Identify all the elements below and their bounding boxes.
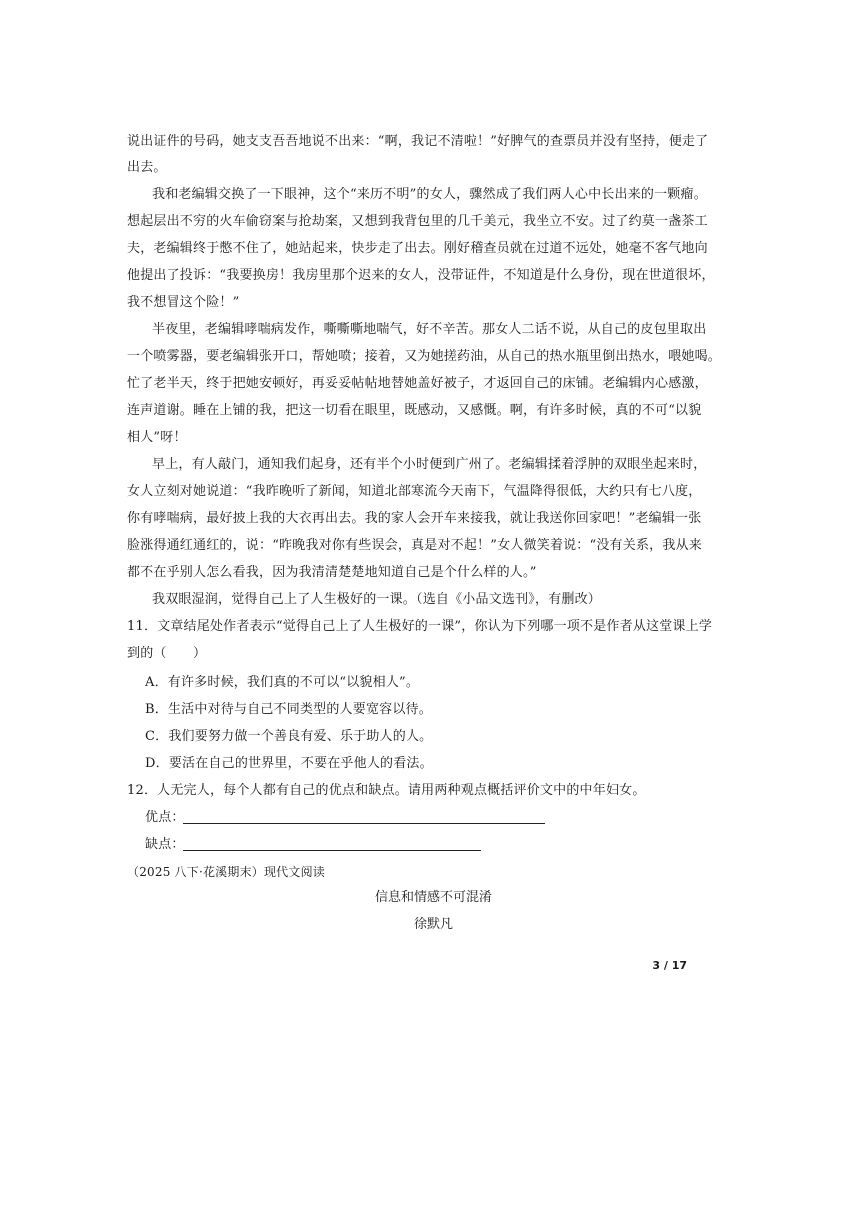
paragraph-line: 我和老编辑交换了一下眼神，这个“来历不明”的女人，骤然成了我们两人心中长出来的一颗瘤。 — [152, 187, 707, 202]
paragraph-line: 一个喷雾器，要老编辑张开口，帮她喷；接着，又为她搓药油，从自己的热水瓶里倒出热水，喂她喝。 — [127, 349, 722, 364]
merit-label: 优点： — [145, 810, 185, 825]
merit-answer-blank[interactable] — [183, 823, 545, 824]
paragraph-line: 夫，老编辑终于憋不住了，她站起来，快步走了出去。刚好稽查员就在过道不远处，她毫不客气地向 — [127, 241, 708, 256]
paragraph-line: 我不想冒这个险！” — [127, 295, 240, 310]
paragraph-line: 早上，有人敲门，通知我们起身，还有半个小时便到广州了。老编辑揉着浮肿的双眼坐起来时， — [152, 457, 707, 472]
option-d: D．要活在自己的世界里，不要在乎他人的看法。 — [145, 756, 433, 771]
paragraph-line: 连声道谢。睡在上铺的我，把这一切看在眼里，既感动，又感慨。啊，有许多时候，真的不可“以貌 — [127, 403, 702, 418]
question-11-prompt: 11．文章结尾处作者表示“觉得自己上了人生极好的一课”，你认为下列哪一项不是作者从这堂课上学 — [127, 619, 713, 634]
option-a: A．有许多时候，我们真的不可以“以貌相人”。 — [145, 675, 420, 690]
question-11-prompt-cont: 到的（ ） — [127, 646, 207, 661]
paragraph-line: 他提出了投诉：“我要换房！我房里那个迟来的女人，没带证件，不知道是什么身份，现在世道很坏， — [127, 268, 715, 283]
paragraph-line: 相人”呀！ — [127, 430, 187, 445]
option-c: C．我们要努力做一个善良有爱、乐于助人的人。 — [145, 729, 433, 744]
question-12-prompt: 12．人无完人，每个人都有自己的优点和缺点。请用两种观点概括评价文中的中年妇女。 — [127, 783, 646, 798]
paragraph-line: 我双眼湿润，觉得自己上了人生极好的一课。（选自《小品文选刊》，有删改） — [152, 592, 602, 607]
flaw-answer-blank[interactable] — [183, 850, 481, 851]
paragraph-line: 你有哮喘病，最好披上我的大衣再出去。我的家人会开车来接我，就让我送你回家吧！”老编辑一张 — [127, 511, 702, 526]
flaw-label: 缺点： — [145, 837, 185, 852]
paragraph-line: 都不在乎别人怎么看我，因为我清清楚楚地知道自己是个什么样的人。” — [127, 565, 537, 580]
paragraph-line: 忙了老半天，终于把她安顿好，再妥妥帖帖地替她盖好被子，才返回自己的床铺。老编辑内心感激， — [127, 376, 708, 391]
article-author: 徐默凡 — [413, 917, 453, 932]
paragraph-line: 想起层出不穷的火车偷窃案与抢劫案，又想到我背包里的几千美元，我坐立不安。过了约莫一盏茶工 — [127, 214, 708, 229]
paragraph-line: 半夜里，老编辑哮喘病发作，嘶嘶嘶地喘气，好不辛苦。那女人二话不说，从自己的皮包里取出 — [152, 322, 707, 337]
page-number: 3 / 17 — [652, 959, 687, 972]
section-source: （2025 八下·花溪期末）现代文阅读 — [127, 865, 325, 879]
paragraph-line: 说出证件的号码，她支支吾吾地说不出来：“啊，我记不清啦！”好脾气的查票员并没有坚持，便走了 — [127, 134, 709, 149]
paragraph-line: 脸涨得通红通红的，说：“昨晚我对你有些误会，真是对不起！”女人微笑着说：“没有关系，我从来 — [127, 538, 702, 553]
paragraph-line: 出去。 — [127, 160, 167, 175]
article-title: 信息和情感不可混淆 — [374, 890, 492, 905]
paragraph-line: 女人立刻对她说道：“我昨晚听了新闻，知道北部寒流今天南下，气温降得很低，大约只有七八度， — [127, 484, 702, 499]
option-b: B．生活中对待与自己不同类型的人要宽容以待。 — [145, 702, 432, 717]
